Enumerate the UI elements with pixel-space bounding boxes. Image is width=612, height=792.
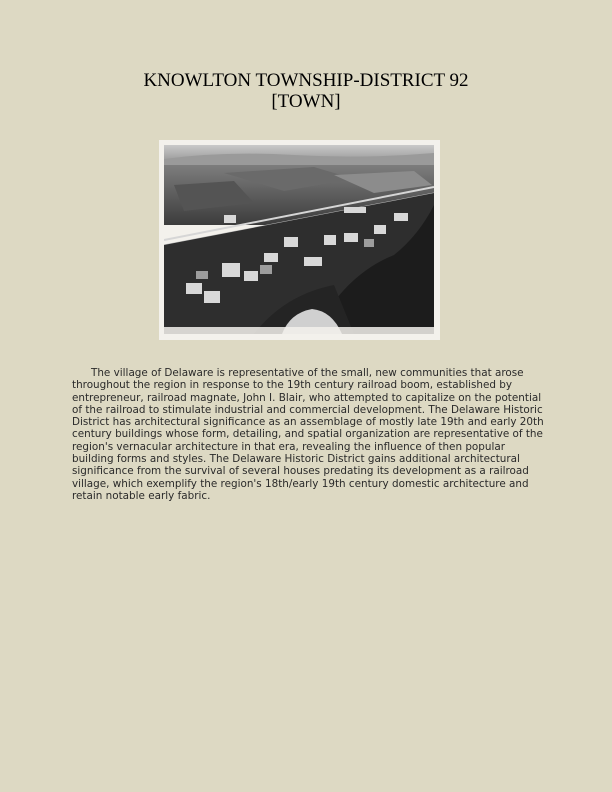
aerial-village-photo-icon	[164, 145, 434, 334]
title-line-district: KNOWLTON TOWNSHIP-DISTRICT 92	[143, 70, 469, 91]
history-paragraph: The village of Delaware is representative of the small, new communities that arose throughout the region in response to the 19th century railroad boom, established by entrepreneur, railroad magnate, John I. Blair, who attempted to capitalize on the potential of the railroad to stimulate industrial and commercial development. The Delaware Historic District has architectural significance as an assemblage of mostly late 19th and early 20th century buildings whose form, detailing, and spatial organization are representative of the region's vernacular architecture in that era, revealing the influence of then popular building forms and styles. The Delaware Historic District gains additional architectural significance from the survival of several houses predating its development as a railroad village, which exemplify the region's 18th/early 19th century domestic architecture and retain notable early fabric.	[72, 367, 544, 502]
page-title	[0, 70, 612, 112]
title-line-town: [TOWN]	[271, 91, 341, 112]
historic-photo	[159, 140, 440, 340]
